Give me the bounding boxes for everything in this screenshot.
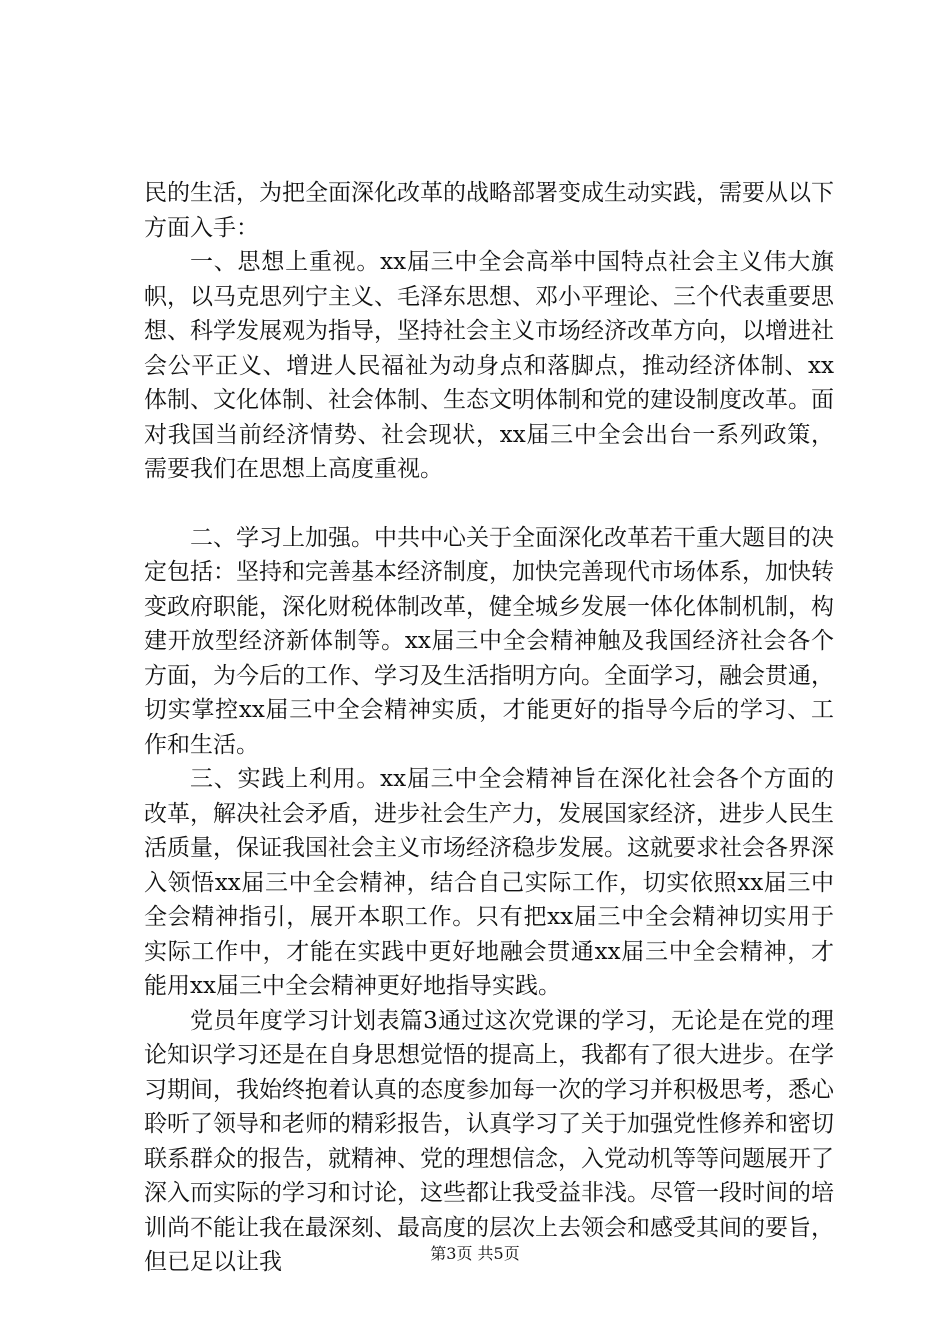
paragraph-section-1: 一、思想上重视。xx届三中全会高举中国特点社会主义伟大旗帜，以马克思列宁主义、毛泽东思想、邓小平理论、三个代表重要思想、科学发展观为指导，坚持社会主义市场经济改革方向，以增进社会公平正义、增进人民福祉为动身点和落脚点，推动经济体制、xx体制、文化体制、社会体制、生态文明体制和党的建设制度改革。面对我国当前经济情势、社会现状，xx届三中全会出台一系列政策，需要我们在思想上高度重视。 [144,249,834,482]
document-body [144,176,834,1280]
paragraph-part-3: 党员年度学习计划表篇3通过这次党课的学习，无论是在党的理论知识学习还是在自身思想觉悟的提高上，我都有了很大进步。在学习期间，我始终抱着认真的态度参加每一次的学习并积极思考，悉心聆听了领导和老师的精彩报告，认真学习了关于加强党性修养和密切联系群众的报告，就精神、党的理想信念，入党动机等等问题展开了深入而实际的学习和讨论，这些都让我受益非浅。尽管一段时间的培训尚不能让我在最深刻、最高度的层次上去领会和感受其间的要旨，但已足以让我 [144,1007,834,1275]
page-number-footer: 第3页 共5页 [430,1244,520,1263]
paragraph-section-2: 二、学习上加强。中共中心关于全面深化改革若干重大题目的决定包括：坚持和完善基本经济制度，加快完善现代市场体系，加快转变政府职能，深化财税体制改革，健全城乡发展一体化体制机制，构建开放型经济新体制等。xx届三中全会精神触及我国经济社会各个方面，为今后的工作、学习及生活指明方向。全面学习，融会贯通，切实掌控xx届三中全会精神实质，才能更好的指导今后的学习、工作和生活。 [144,524,834,758]
paragraph-continuation: 民的生活，为把全面深化改革的战略部署变成生动实践，需要从以下方面入手： [144,180,834,241]
paragraph-section-3: 三、实践上利用。xx届三中全会精神旨在深化社会各个方面的改革，解决社会矛盾，进步社会生产力，发展国家经济，进步人民生活质量，保证我国社会主义市场经济稳步发展。这就要求社会各界深入领悟xx届三中全会精神，结合自己实际工作，切实依照xx届三中全会精神指引，展开本职工作。只有把xx届三中全会精神切实用于实际工作中，才能在实践中更好地融会贯通xx届三中全会精神，才能用xx届三中全会精神更好地指导实践。 [144,766,834,999]
